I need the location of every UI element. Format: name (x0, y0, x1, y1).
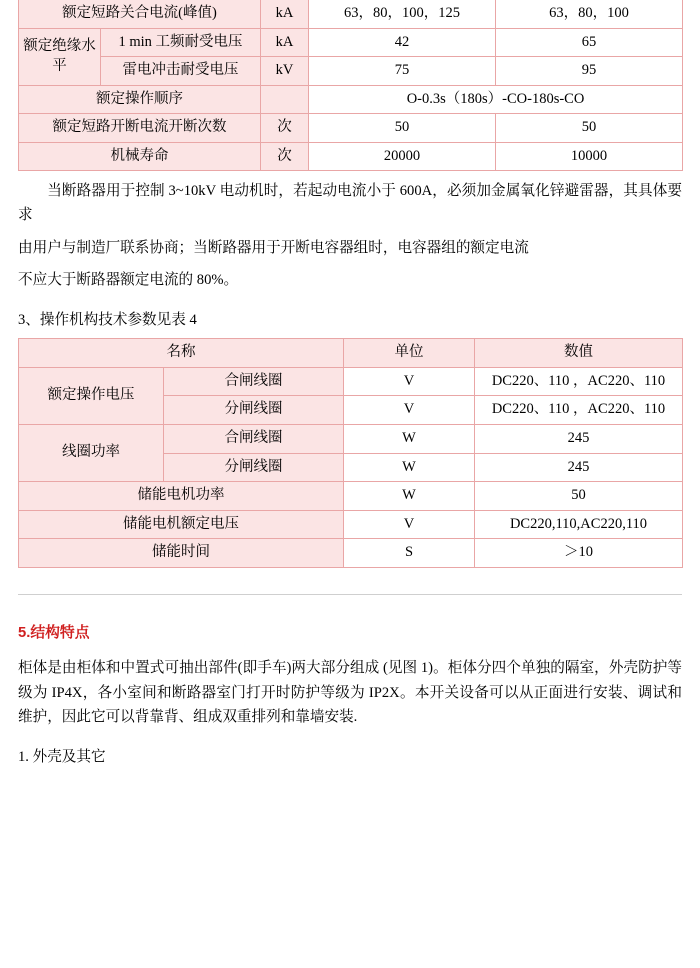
row-label: 储能电机功率 (19, 482, 344, 511)
table-row (19, 85, 683, 114)
table-row (19, 510, 683, 539)
row-label: 额定操作电压 (19, 367, 164, 424)
table-row (19, 114, 683, 143)
row-label: 额定短路关合电流(峰值) (19, 0, 261, 28)
row-value-1: 50 (309, 114, 496, 143)
row-value: 245 (475, 453, 683, 482)
header-name: 名称 (19, 339, 344, 368)
row-unit (261, 85, 309, 114)
note-paragraph-line2: 由用户与制造厂联系协商；当断路器用于开断电容器组时，电容器组的额定电流 (18, 239, 529, 256)
row-sublabel: 分闸线圈 (164, 453, 344, 482)
table-row (19, 57, 683, 86)
row-value-1: 20000 (309, 142, 496, 171)
structure-subheading: 1. 外壳及其它 (18, 748, 106, 765)
row-value: 245 (475, 424, 683, 453)
row-unit: 次 (261, 142, 309, 171)
breaker-parameters-table (18, 0, 683, 171)
structure-body: 柜体是由柜体和中置式可抽出部件(即手车)两大部分组成 (见图 1)。柜体分四个单独的隔室，外壳防护等级为 IP4X，各小室间和断路器室门打开时防护等级为 IP2X。本开关设备可以从正面进行安装、调试和维护，因此它可以背靠背、组成双重排列和靠墙安装. (18, 660, 682, 726)
row-value-1: 75 (309, 57, 496, 86)
row-sublabel: 1 min 工频耐受电压 (101, 28, 261, 57)
row-value-2: 95 (496, 57, 683, 86)
row-value-2: 63，80，100 (496, 0, 683, 28)
table-row (19, 482, 683, 511)
row-label: 机械寿命 (19, 142, 261, 171)
row-value: DC220,110,AC220,110 (475, 510, 683, 539)
row-unit: kV (261, 57, 309, 86)
row-unit: V (344, 367, 475, 396)
header-value: 数值 (475, 339, 683, 368)
row-value-1: O-0.3s（180s）-CO-180s-CO (309, 85, 683, 114)
table-row (19, 367, 683, 396)
table-row (19, 142, 683, 171)
row-unit: W (344, 424, 475, 453)
table-row (19, 28, 683, 57)
row-sublabel: 合闸线圈 (164, 367, 344, 396)
table-row (19, 0, 683, 28)
row-unit: kA (261, 28, 309, 57)
row-label: 额定绝缘水平 (19, 28, 101, 85)
row-label: 储能电机额定电压 (19, 510, 344, 539)
horizontal-divider (18, 594, 682, 595)
row-value-1: 42 (309, 28, 496, 57)
row-label: 储能时间 (19, 539, 344, 568)
row-value: 50 (475, 482, 683, 511)
row-value-2: 10000 (496, 142, 683, 171)
row-sublabel: 雷电冲击耐受电压 (101, 57, 261, 86)
row-unit: V (344, 510, 475, 539)
row-value: DC220、110 ，AC220、110 (475, 396, 683, 425)
row-label: 线圈功率 (19, 424, 164, 481)
row-unit: kA (261, 0, 309, 28)
row-value-2: 50 (496, 114, 683, 143)
row-unit: 次 (261, 114, 309, 143)
table-row (19, 539, 683, 568)
structure-heading: 5.结构特点 (18, 624, 90, 641)
row-unit: W (344, 453, 475, 482)
row-unit: S (344, 539, 475, 568)
section-title-operating-mechanism: 3、操作机构技术参数见表 4 (18, 311, 197, 328)
row-label: 额定操作顺序 (19, 85, 261, 114)
note-paragraph-line3: 不应大于断路器额定电流的 80%。 (18, 272, 239, 289)
row-label: 额定短路开断电流开断次数 (19, 114, 261, 143)
table-row (19, 424, 683, 453)
row-unit: V (344, 396, 475, 425)
row-value-1: 63，80，100，125 (309, 0, 496, 28)
operating-mechanism-table (18, 338, 683, 568)
row-value: ＞10 (475, 539, 683, 568)
table-header-row (19, 339, 683, 368)
row-sublabel: 合闸线圈 (164, 424, 344, 453)
row-value: DC220、110 ，AC220、110 (475, 367, 683, 396)
row-value-2: 65 (496, 28, 683, 57)
note-paragraph-line1: 当断路器用于控制 3~10kV 电动机时，若起动电流小于 600A，必须加金属氧化锌避雷器，其具体要求 (18, 183, 682, 224)
header-unit: 单位 (344, 339, 475, 368)
row-unit: W (344, 482, 475, 511)
row-sublabel: 分闸线圈 (164, 396, 344, 425)
